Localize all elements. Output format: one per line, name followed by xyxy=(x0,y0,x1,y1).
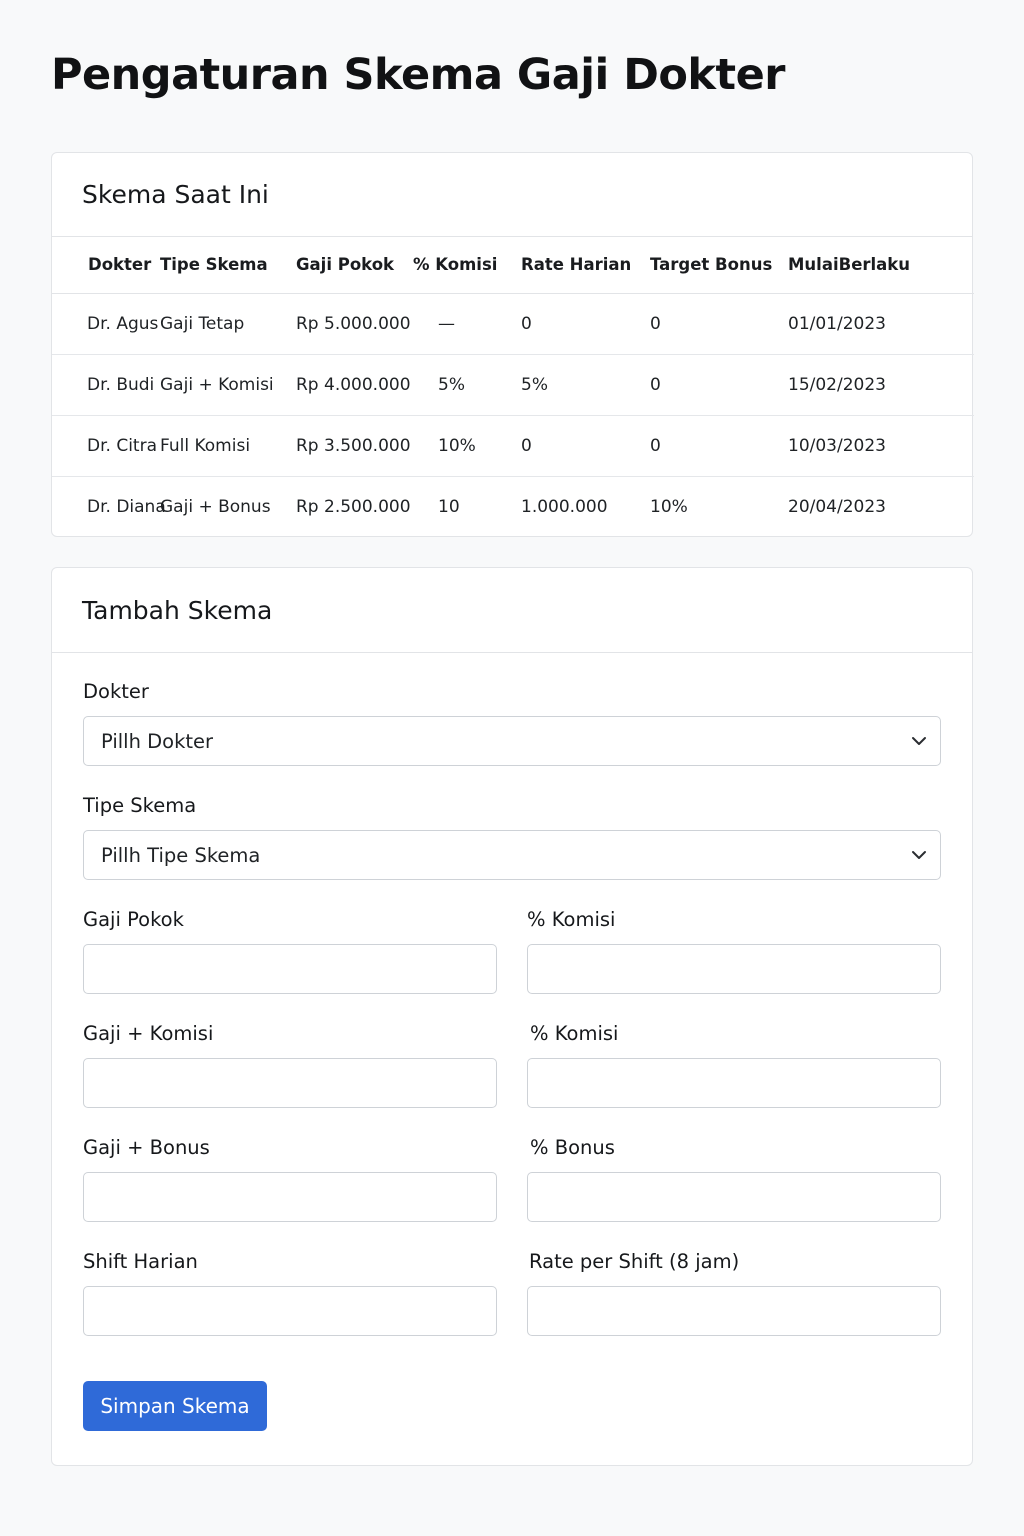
cell-gaji-pokok: Rp 3.500.000 xyxy=(296,415,413,476)
cell-dokter: Dr. Agus xyxy=(52,293,160,354)
gaji-komisi-input[interactable] xyxy=(83,1058,497,1108)
current-schemes-card xyxy=(51,152,973,537)
komisi-input[interactable] xyxy=(527,944,941,994)
gaji-pokok-label: Gaji Pokok xyxy=(83,908,184,931)
doctor-select-value: Pillh Dokter xyxy=(101,729,214,753)
cell-komisi: 10% xyxy=(413,415,521,476)
scheme-type-select[interactable] xyxy=(83,830,941,880)
bonus-input[interactable] xyxy=(527,1172,941,1222)
cell-tipe-skema: Gaji + Komisi xyxy=(160,354,296,415)
gaji-bonus-input[interactable] xyxy=(83,1172,497,1222)
bonus-label: % Bonus xyxy=(530,1136,615,1159)
cell-mulai-berlaku: 15/02/2023 xyxy=(788,354,974,415)
cell-komisi: — xyxy=(413,293,521,354)
current-schemes-header xyxy=(52,153,972,237)
cell-tipe-skema: Gaji + Bonus xyxy=(160,496,271,517)
gaji-pokok-input[interactable] xyxy=(83,944,497,994)
komisi-label: % Komisi xyxy=(527,908,616,931)
shift-harian-input[interactable] xyxy=(83,1286,497,1336)
column-header-rate-harian[interactable]: Rate Harian xyxy=(521,237,650,293)
add-scheme-card xyxy=(51,567,973,1466)
scheme-type-select-value: Pillh Tipe Skema xyxy=(101,843,261,867)
add-scheme-title: Tambah Skema xyxy=(82,595,273,625)
doctor-select[interactable] xyxy=(83,716,941,766)
cell-rate-harian: 0 xyxy=(521,415,650,476)
cell-gaji-pokok: Rp 2.500.000 xyxy=(296,496,411,517)
add-scheme-header xyxy=(52,568,972,653)
chevron-down-icon xyxy=(911,736,927,746)
table-row[interactable] xyxy=(52,293,974,354)
gaji-bonus-label: Gaji + Bonus xyxy=(83,1136,210,1159)
cell-komisi: 5% xyxy=(413,354,521,415)
column-header-tipe-skema[interactable]: Tipe Skema xyxy=(160,237,296,293)
column-header-gaji-pokok[interactable]: Gaji Pokok xyxy=(296,237,413,293)
page-title: Pengaturan Skema Gaji Dokter xyxy=(51,50,785,100)
cell-rate-harian: 1.000.000 xyxy=(521,496,608,517)
save-scheme-button[interactable]: Simpan Skema xyxy=(83,1381,267,1431)
cell-rate-harian: 0 xyxy=(521,293,650,354)
table-row[interactable] xyxy=(52,354,974,415)
cell-target-bonus: 10% xyxy=(650,496,688,517)
cell-tipe-skema: Gaji Tetap xyxy=(160,293,296,354)
cell-target-bonus: 0 xyxy=(650,415,788,476)
table-row[interactable] xyxy=(52,476,974,537)
cell-komisi: 10 xyxy=(438,496,460,517)
doctor-label: Dokter xyxy=(83,680,149,703)
cell-gaji-pokok: Rp 5.000.000 xyxy=(296,293,413,354)
schemes-table xyxy=(52,237,974,537)
cell-dokter: Dr. Citra xyxy=(52,415,160,476)
cell-dokter: Dr. Budi xyxy=(52,354,160,415)
komisi-2-label: % Komisi xyxy=(530,1022,619,1045)
column-header-mulai-berlaku[interactable]: MulaiBerlaku xyxy=(788,237,974,293)
chevron-down-icon xyxy=(911,850,927,860)
cell-gaji-pokok: Rp 4.000.000 xyxy=(296,354,413,415)
column-header-komisi[interactable]: % Komisi xyxy=(413,237,521,293)
cell-rate-harian: 5% xyxy=(521,354,650,415)
cell-mulai-berlaku: 10/03/2023 xyxy=(788,415,974,476)
gaji-komisi-label: Gaji + Komisi xyxy=(83,1022,214,1045)
column-header-target-bonus[interactable]: Target Bonus xyxy=(650,237,788,293)
cell-target-bonus: 0 xyxy=(650,293,788,354)
cell-target-bonus: 0 xyxy=(650,354,788,415)
scheme-type-label: Tipe Skema xyxy=(83,794,197,817)
current-schemes-title: Skema Saat Ini xyxy=(82,180,269,209)
column-header-dokter[interactable]: Dokter xyxy=(52,237,160,293)
rate-per-shift-label: Rate per Shift (8 jam) xyxy=(529,1250,740,1273)
shift-harian-label: Shift Harian xyxy=(83,1250,198,1273)
cell-dokter: Dr. Diana xyxy=(87,496,166,517)
cell-mulai-berlaku: 01/01/2023 xyxy=(788,293,974,354)
cell-mulai-berlaku: 20/04/2023 xyxy=(788,496,886,517)
table-row[interactable] xyxy=(52,415,974,476)
cell-tipe-skema: Full Komisi xyxy=(160,415,296,476)
table-header-row xyxy=(52,237,974,293)
komisi-2-input[interactable] xyxy=(527,1058,941,1108)
rate-per-shift-input[interactable] xyxy=(527,1286,941,1336)
